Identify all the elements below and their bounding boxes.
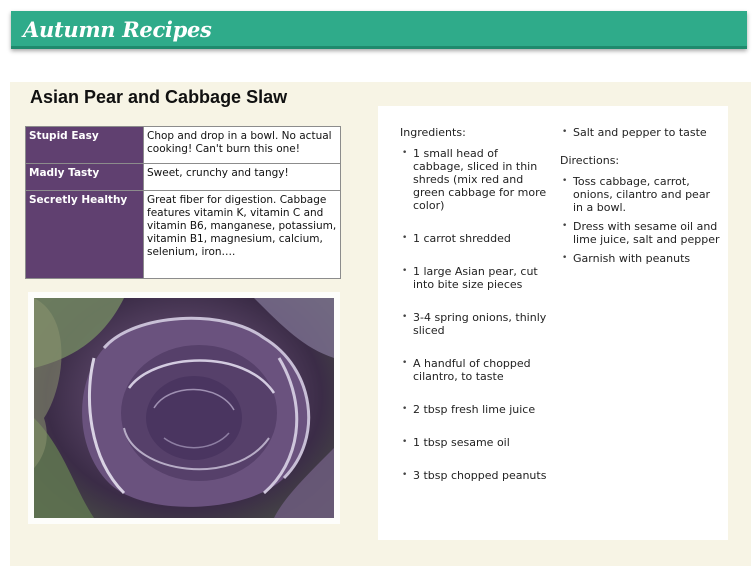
header-banner — [11, 11, 747, 49]
directions-list — [560, 175, 720, 265]
list-item: • Toss cabbage, carrot, onions, cilantro and pear in a bowl. — [560, 175, 720, 214]
table-row — [26, 127, 341, 164]
banner-title: Autumn Recipes — [23, 17, 212, 42]
list-item: • Garnish with peanuts — [560, 252, 720, 265]
cabbage-photo — [34, 298, 334, 518]
ingredients-heading: Ingredients: — [400, 126, 466, 139]
directions-column — [560, 126, 720, 271]
ingredients-list-continued — [560, 126, 720, 139]
list-item: • 1 small head of cabbage, sliced in thin shreds (mix red and green cabbage for more color) — [400, 147, 550, 212]
list-item: • Salt and pepper to taste — [560, 126, 720, 139]
trait-label: Madly Tasty — [26, 164, 144, 191]
trait-description: Great fiber for digestion. Cabbage features vitamin K, vitamin C and vitamin B6, manganese, potassium, vitamin B1, magnesium, calcium, selenium, iron…. — [144, 191, 341, 279]
list-item: • 1 tbsp sesame oil — [400, 436, 550, 449]
list-item: • 1 carrot shredded — [400, 232, 550, 245]
trait-label: Secretly Healthy — [26, 191, 144, 279]
traits-table — [25, 126, 341, 279]
list-item: • Dress with sesame oil and lime juice, salt and pepper — [560, 220, 720, 246]
list-item: • A handful of chopped cilantro, to taste — [400, 357, 550, 383]
list-item: • 3-4 spring onions, thinly sliced — [400, 311, 550, 337]
directions-heading: Directions: — [560, 154, 620, 167]
trait-description: Chop and drop in a bowl. No actual cooking! Can't burn this one! — [144, 127, 341, 164]
table-row — [26, 191, 341, 279]
trait-description: Sweet, crunchy and tangy! — [144, 164, 341, 191]
ingredients-list — [400, 147, 550, 482]
list-item: • 2 tbsp fresh lime juice — [400, 403, 550, 416]
list-item: • 1 large Asian pear, cut into bite size pieces — [400, 265, 550, 291]
trait-label: Stupid Easy — [26, 127, 144, 164]
table-row — [26, 164, 341, 191]
recipe-title: Asian Pear and Cabbage Slaw — [30, 87, 288, 107]
ingredients-column — [400, 126, 550, 502]
list-item: • 3 tbsp chopped peanuts — [400, 469, 550, 482]
recipe-card — [378, 106, 728, 540]
cabbage-photo-frame — [28, 292, 340, 524]
